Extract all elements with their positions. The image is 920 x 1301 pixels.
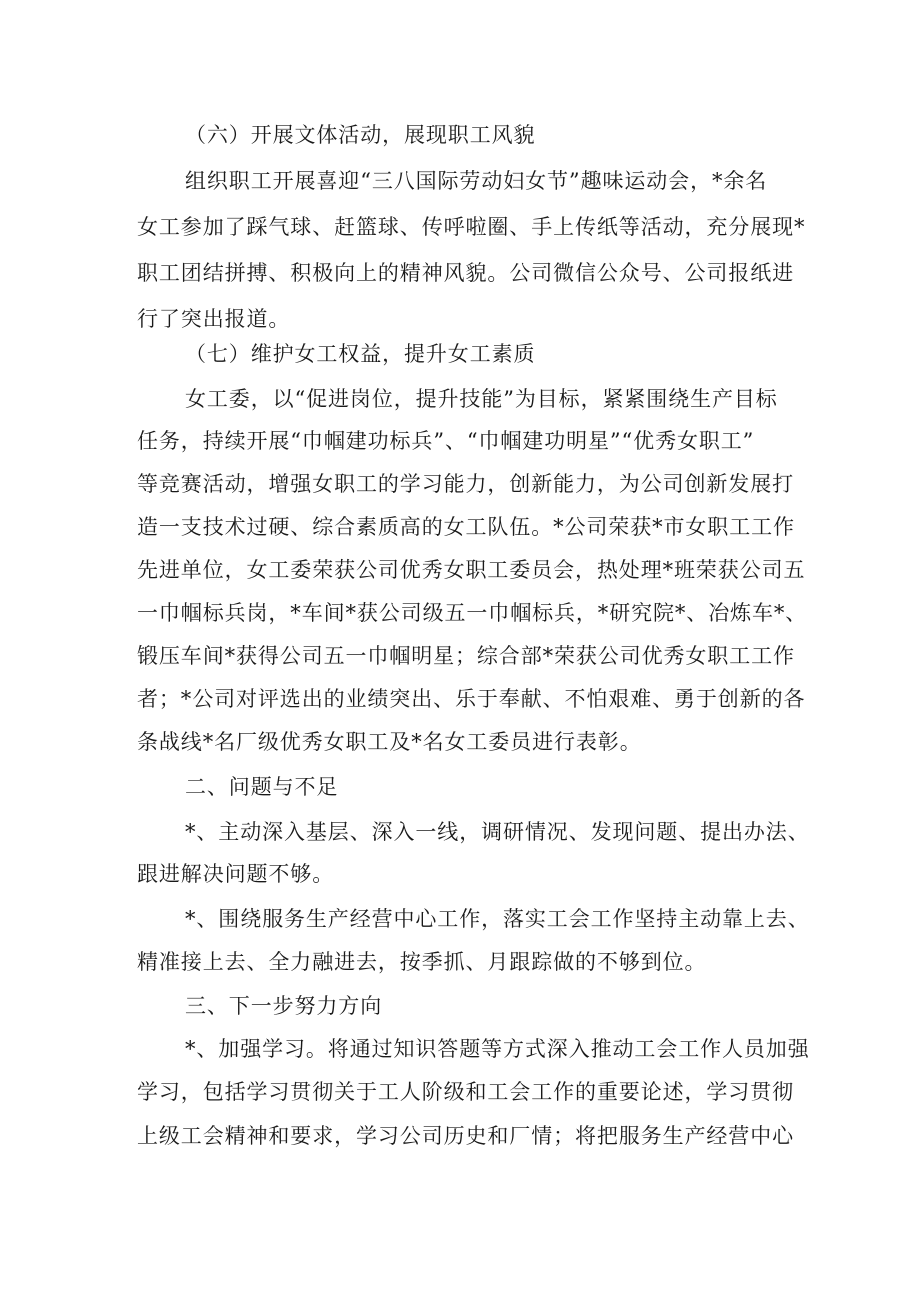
paragraph-line: 职工团结拼搏、积极向上的精神风貌。公司微信公众号、公司报纸进 (137, 261, 794, 285)
part-heading-2: 二、问题与不足 (185, 775, 339, 799)
paragraph-line: 上级工会精神和要求，学习公司历史和厂情；将把服务生产经营中心 (137, 1124, 794, 1148)
part-heading-3: 三、下一步努力方向 (185, 994, 383, 1018)
paragraph-line: 任务，持续开展“巾帼建功标兵”、“巾帼建功明星”“优秀女职工” (137, 429, 755, 453)
paragraph-line: 先进单位，女工委荣获公司优秀女职工委员会，热处理*班荣获公司五 (137, 558, 806, 582)
paragraph-line: 行了突出报道。 (137, 307, 291, 331)
section-heading-6: （六）开展文体活动，展现职工风貌 (185, 123, 536, 147)
paragraph-line: 女工参加了踩气球、赶篮球、传呼啦圈、手上传纸等活动，充分展现* (137, 215, 806, 239)
paragraph-line: 造一支技术过硬、综合素质高的女工队伍。*公司荣获*市女职工工作 (137, 515, 795, 539)
paragraph-line: 条战线*名厂级优秀女职工及*名女工委员进行表彰。 (137, 730, 642, 754)
section-heading-7: （七）维护女工权益，提升女工素质 (185, 342, 536, 366)
paragraph-line: 学习，包括学习贯彻关于工人阶级和工会工作的重要论述，学习贯彻 (137, 1080, 794, 1104)
paragraph-line: 精准接上去、全力融进去，按季抓、月跟踪做的不够到位。 (137, 950, 707, 974)
paragraph-line: 女工委，以“促进岗位，提升技能”为目标，紧紧围绕生产目标 (185, 387, 778, 411)
paragraph-line: *、围绕服务生产经营中心工作，落实工会工作坚持主动靠上去、 (185, 907, 810, 931)
paragraph-line: 锻压车间*获得公司五一巾帼明星；综合部*荣获公司优秀女职工工作 (137, 644, 795, 668)
paragraph-line: *、主动深入基层、深入一线，调研情况、发现问题、提出办法、 (185, 820, 810, 844)
paragraph-line: 一巾帼标兵岗，*车间*获公司级五一巾帼标兵，*研究院*、冶炼车*、 (137, 601, 808, 625)
paragraph-line: *、加强学习。将通过知识答题等方式深入推动工会工作人员加强 (185, 1037, 810, 1061)
paragraph-line: 跟进解决问题不够。 (137, 862, 335, 886)
paragraph-line: 者；*公司对评选出的业绩突出、乐于奉献、不怕艰难、勇于创新的各 (137, 687, 806, 711)
paragraph-line: 等竞赛活动，增强女职工的学习能力，创新能力，为公司创新发展打 (137, 472, 794, 496)
paragraph-line: 组织职工开展喜迎“三八国际劳动妇女节”趣味运动会，*余名 (185, 169, 768, 193)
